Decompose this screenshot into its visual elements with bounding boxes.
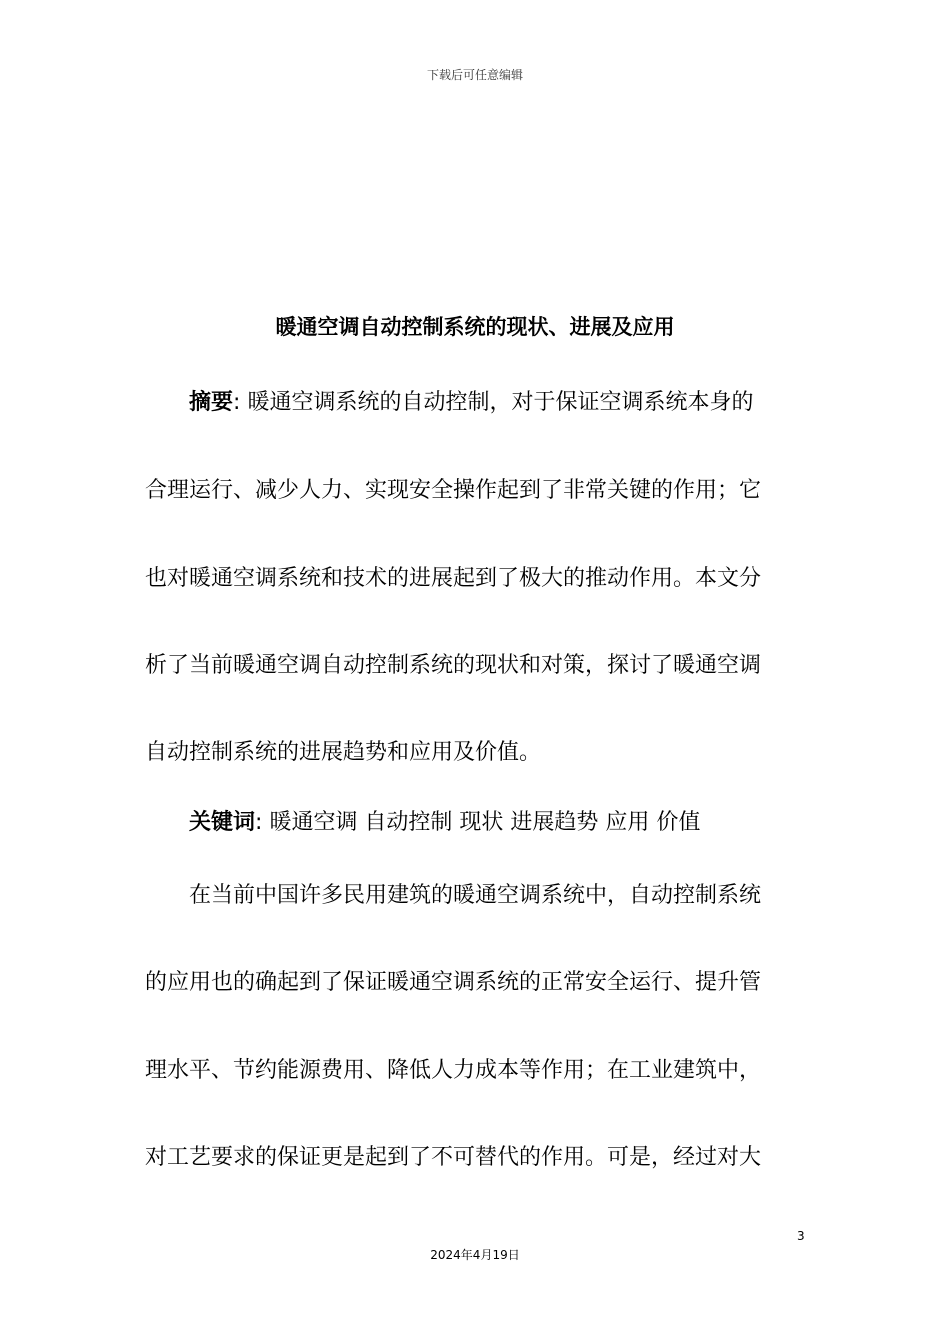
footer-date: 2024年4月19日: [430, 1248, 520, 1262]
abstract-text: 暖通空调系统的自动控制，对于保证空调系统本身的: [247, 390, 754, 415]
abstract-line-2: 合理运行、减少人力、实现安全操作起到了非常关键的作用；它: [145, 478, 762, 503]
abstract-line-5: 自动控制系统的进展趋势和应用及价值。: [145, 740, 542, 765]
abstract-line-3: 也对暖通空调系统和技术的进展起到了极大的推动作用。本文分: [145, 566, 762, 591]
keywords-label: 关键词: [189, 810, 256, 835]
keywords-text: 暖通空调 自动控制 现状 进展趋势 应用 价值: [269, 810, 701, 835]
body-line-4: 对工艺要求的保证更是起到了不可替代的作用。可是，经过对大: [145, 1145, 762, 1170]
abstract-line-4: 析了当前暖通空调自动控制系统的现状和对策，探讨了暖通空调: [145, 653, 762, 678]
abstract-label: 摘要: [189, 390, 234, 415]
body-line-1: 在当前中国许多民用建筑的暖通空调系统中，自动控制系统: [189, 883, 762, 908]
keywords-line: [189, 805, 700, 836]
abstract-separator: :: [233, 390, 241, 415]
page-number: 3: [797, 1229, 805, 1243]
abstract-line-1: [189, 385, 753, 416]
header-note: 下载后可任意编辑: [426, 68, 523, 82]
keywords-separator: :: [255, 810, 263, 835]
body-line-3: 理水平、节约能源费用、降低人力成本等作用；在工业建筑中，: [145, 1058, 762, 1083]
document-title: 暖通空调自动控制系统的现状、进展及应用: [275, 315, 675, 339]
body-line-2: 的应用也的确起到了保证暖通空调系统的正常安全运行、提升管: [145, 970, 762, 995]
